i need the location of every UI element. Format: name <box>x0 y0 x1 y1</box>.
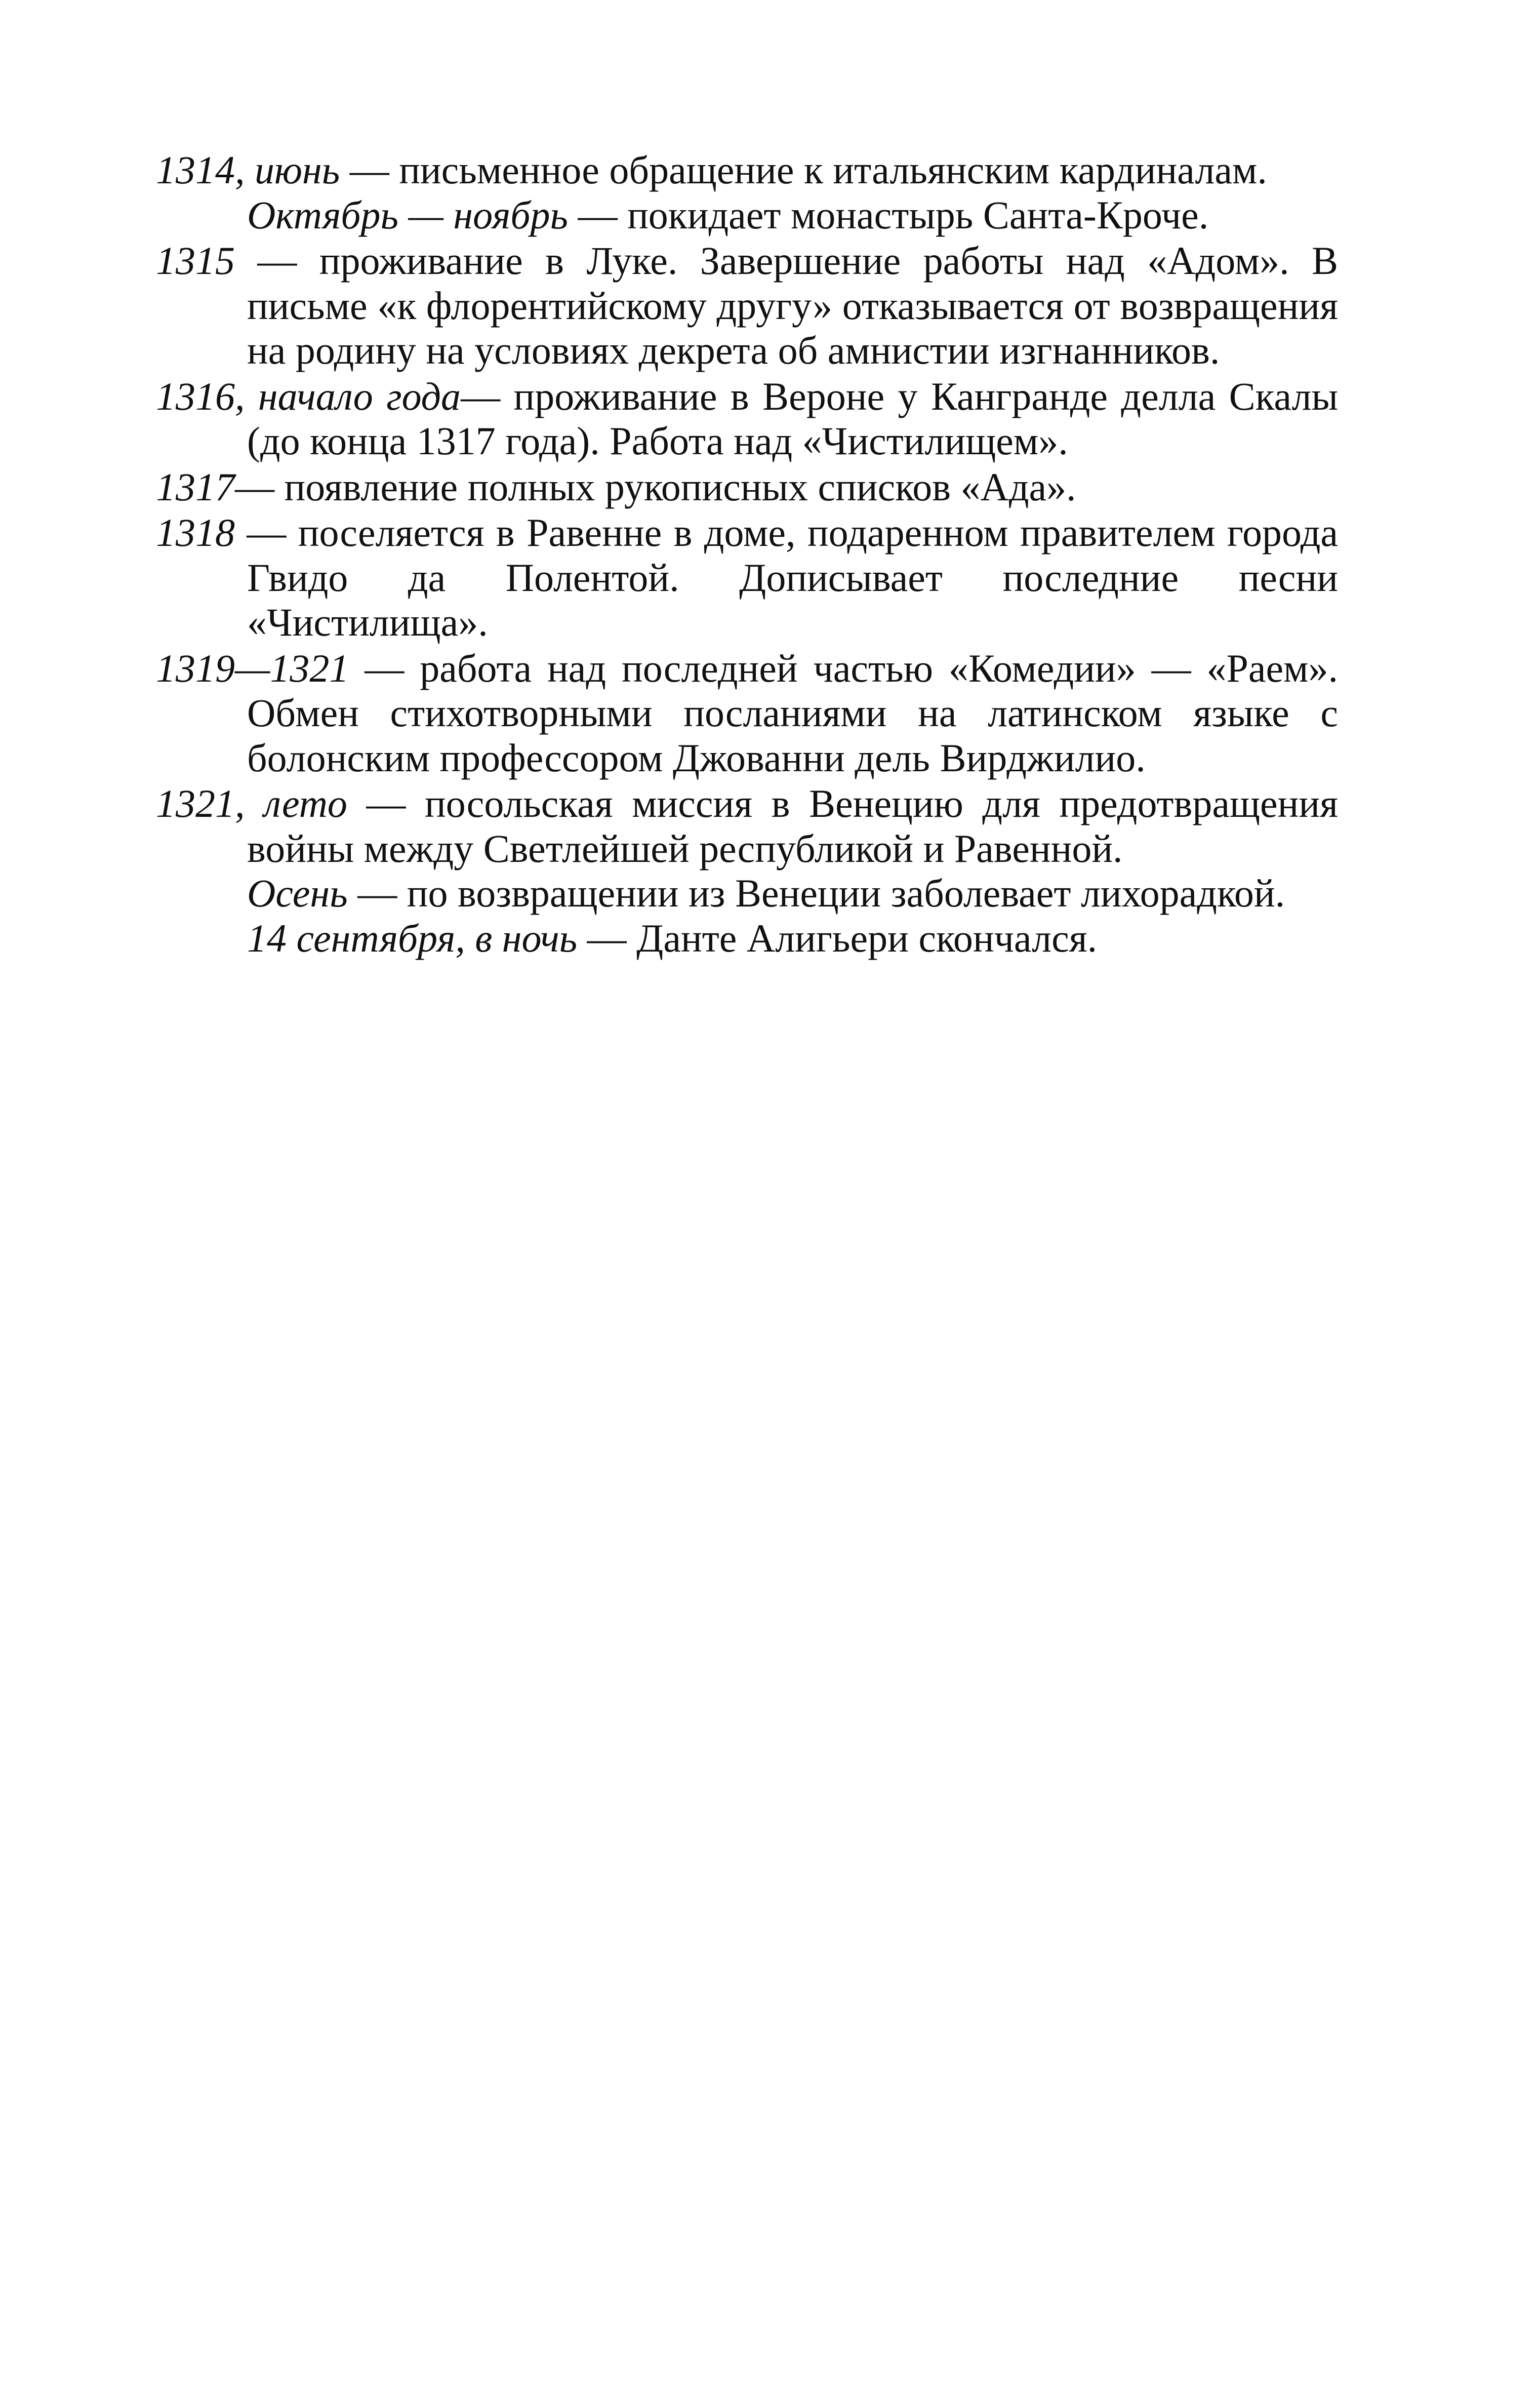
entry-text: — покидает монастырь Санта-Кроче. <box>568 192 1209 237</box>
entry-text: — появление полных рукописных списков «Ада». <box>235 464 1076 509</box>
entry-date: 1315 <box>156 239 235 283</box>
chronology-entry <box>156 239 1338 373</box>
entry-subline <box>247 916 1338 961</box>
chronology-entry <box>156 374 1338 464</box>
entry-date: Октябрь — ноябрь <box>247 192 569 237</box>
entry-subline <box>247 193 1338 238</box>
entry-date: 1317 <box>156 464 235 509</box>
entry-subline <box>247 871 1338 916</box>
entry-date: 1321, лето <box>156 781 347 825</box>
chronology-entry <box>156 148 1338 238</box>
chronology-entry <box>156 781 1338 961</box>
entry-text: — по возвращении из Венеции заболевает лихорадкой. <box>347 871 1285 915</box>
entry-date: 1318 <box>156 510 235 555</box>
entry-text: — проживание в Луке. Завершение работы над «Адом». В письме «к флорентийскому другу» отказывается от возвращения на родину на условиях декрета об амнистии изгнанников. <box>235 239 1338 372</box>
entry-text: — посольская миссия в Венецию для предотвращения войны между Светлейшей республикой и Равенной. <box>247 781 1339 871</box>
chronology-entry <box>156 510 1338 645</box>
entry-date: 14 сентября, в ночь <box>247 916 578 960</box>
entry-text: — работа над последней частью «Комедии» — «Раем». Обмен стихотворными посланиями на латинском языке с болонским профессором Джованни дель Вирджилио. <box>247 646 1338 780</box>
chronology-entry <box>156 646 1338 781</box>
entry-date: 1316, начало года <box>156 374 461 418</box>
entry-date: 1314, июнь <box>156 148 340 192</box>
entry-text: — проживание в Вероне у Кангранде делла Скалы (до конца 1317 года). Работа над «Чистилищем». <box>247 374 1339 463</box>
entry-text: — письменное обращение к итальянским кардиналам. <box>340 148 1267 192</box>
entry-date: Осень <box>247 871 348 915</box>
entry-text: — Данте Алигьери скончался. <box>577 916 1098 960</box>
chronology-text <box>156 148 1338 962</box>
entry-date: 1319—1321 <box>156 646 349 690</box>
chronology-entry <box>156 465 1338 510</box>
entry-text: — поселяется в Равенне в доме, подаренном правителем города Гвидо да Полентой. Дописывает последние песни «Чистилища». <box>235 510 1338 644</box>
